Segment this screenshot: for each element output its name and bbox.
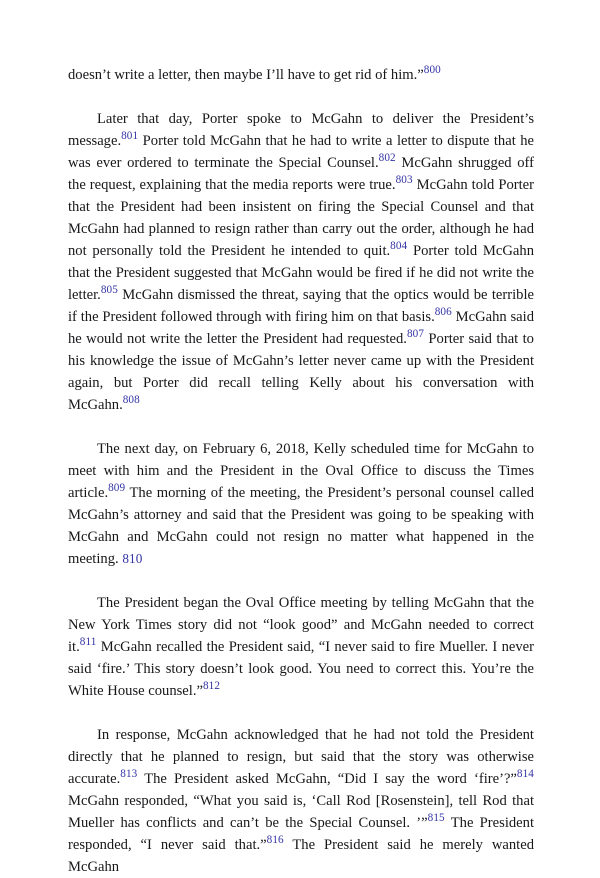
- footnote-marker: 808: [122, 394, 140, 407]
- paragraph: [68, 592, 534, 702]
- footnote-marker: 816: [266, 834, 284, 847]
- text-run: Later that day, Porter spoke to McGahn to deliver the President’s message.: [68, 111, 534, 149]
- text-run: McGahn said he would not write the letter the President had requested.: [68, 309, 535, 347]
- paragraph: [68, 64, 534, 86]
- text-run: Porter told McGahn that the President suggested that McGahn would be fired if he did not write the letter.: [68, 243, 534, 303]
- document-body: [68, 64, 534, 878]
- text-run: The President began the Oval Office meeting by telling McGahn that the New York Times story did not “look good” and McGahn needed to correct it.: [68, 595, 534, 655]
- footnote-marker: 814: [516, 768, 534, 781]
- footnote-marker: 810: [122, 551, 143, 566]
- text-run: Porter told McGahn that he had to write a letter to dispute that he was ever ordered to terminate the Special Counsel.: [68, 133, 534, 171]
- text-run: McGahn dismissed the threat, saying that the optics would be terrible if the President followed through with firing him on that basis.: [68, 287, 534, 325]
- text-run: McGahn recalled the President said, “I never said to fire Mueller. I never said ‘fire.’ This story doesn’t look good. You need to correct this. You’re the White House counsel.”: [68, 639, 534, 699]
- text-run: McGahn shrugged off the request, explaining that the media reports were true.: [68, 155, 534, 193]
- text-run: The President responded, “I never said that.”: [68, 815, 534, 853]
- text-run: McGahn told Porter that the President had been insistent on firing the Special Counsel and that McGahn had planned to resign rather than carry out the order, although he had not personally told the President he intended to quit.: [68, 177, 534, 259]
- text-run: The President said he merely wanted McGahn: [68, 837, 534, 875]
- paragraph: [68, 724, 534, 878]
- footnote-marker: 804: [390, 240, 408, 253]
- footnote-marker: 800: [423, 64, 441, 77]
- paragraph: [68, 108, 534, 416]
- footnote-marker: 812: [202, 680, 221, 693]
- text-run: McGahn responded, “What you said is, ‘Call Rod [Rosenstein], tell Rod that Mueller has conflicts and can’t be the Special Counsel. ’”: [68, 793, 534, 831]
- footnote-marker: 801: [121, 130, 139, 143]
- footnote-marker: 809: [108, 482, 126, 495]
- footnote-marker: 811: [79, 636, 97, 649]
- footnote-marker: 805: [100, 284, 118, 297]
- text-run: The President asked McGahn, “Did I say the word ‘fire’?”: [137, 771, 517, 787]
- text-run: In response, McGahn acknowledged that he had not told the President directly that he planned to resign, but said that the story was otherwise accurate.: [68, 727, 534, 787]
- text-run: doesn’t write a letter, then maybe I’ll have to get rid of him.”: [68, 67, 424, 83]
- paragraph: [68, 438, 534, 570]
- footnote-marker: 807: [406, 328, 425, 341]
- footnote-marker: 802: [378, 152, 396, 165]
- text-run: Porter said that to his knowledge the issue of McGahn’s letter never came up with the President again, but Porter did recall telling Kelly about his conversation with McGahn.: [68, 331, 534, 413]
- text-run: The next day, on February 6, 2018, Kelly scheduled time for McGahn to meet with him and the President in the Oval Office to discuss the Times article.: [68, 441, 534, 501]
- footnote-marker: 803: [395, 174, 413, 187]
- footnote-marker: 815: [427, 812, 445, 825]
- text-run: The morning of the meeting, the President’s personal counsel called McGahn’s attorney and said that the President was going to be speaking with McGahn and McGahn could not resign no matter what happened in the meeting.: [68, 485, 534, 567]
- footnote-marker: 806: [434, 306, 452, 319]
- footnote-marker: 813: [120, 768, 138, 781]
